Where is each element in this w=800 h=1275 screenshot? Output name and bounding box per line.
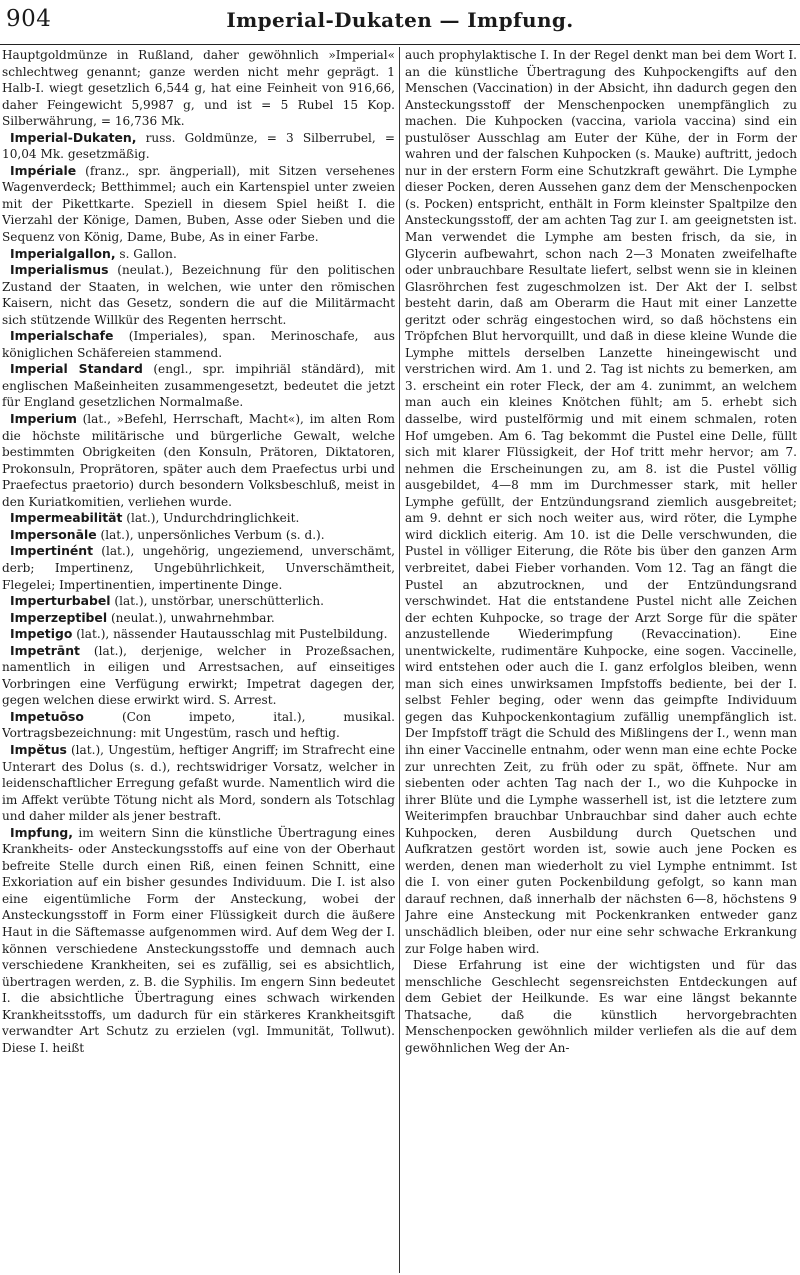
dictionary-entry: [2, 626, 395, 643]
entry-text: (lat.), ungehörig, ungeziemend, unverschämt, derb; Impertinenz, Ungebührlichkeit, Unverschämtheit, Flegelei; Impertinentien, impertinente Dinge.: [2, 544, 395, 592]
entry-text: (franz., spr. ängperiall), mit Sitzen versehenes Wagenverdeck; Betthimmel; auch ein Kartenspiel unter zweien mit der Pikettkarte. Speziell in diesem Spiel heißt I. die Vierzahl der Könige, Damen, Buben, Asse oder Sieben und die Sequenz von König, Dame, Bube, As in einer Farbe.: [2, 163, 395, 245]
entry-headword: Imperzeptibel: [10, 609, 108, 625]
dictionary-entry: [2, 610, 395, 627]
entry-text: (lat., »Befehl, Herrschaft, Macht«), im alten Rom die höchste militärische und bürgerliche Gewalt, welche bestimmten Obrigkeiten (den Konsuln, Prätoren, Diktatoren, Prokonsuln, Proprätoren, später auch dem Praefectus urbi und Praefectus praetorio) durch besondern Volksbeschluß, meist in den Kuriatkomitien, verliehen wurde.: [2, 412, 395, 509]
entry-text: (lat.), unstörbar, unerschütterlich.: [114, 594, 324, 609]
entry-text: (neulat.), unwahrnehmbar.: [110, 610, 275, 625]
entry-headword: Imperial Standard: [10, 361, 143, 377]
running-title: Imperial-Dukaten — Impfung.: [226, 8, 574, 32]
entry-text: Diese Erfahrung ist eine der wichtigsten und für das menschliche Geschlecht segensreichsten Entdeckungen auf dem Gebiet der Heilkunde. Es war eine längst bekannte Thatsache, daß die künstlich hervorgebrachten Menschenpocken gewöhnlich milder verliefen als die auf dem gewöhnlichen Weg der An-: [405, 958, 797, 1055]
dictionary-entry: [405, 957, 797, 1056]
entry-headword: Impériale: [10, 162, 77, 178]
entry-headword: Impetigo: [10, 626, 73, 642]
entry-headword: Impetrānt: [10, 642, 80, 658]
dictionary-entry: [2, 742, 395, 825]
entry-text: (engl., spr. impihriäl ständärd), mit englischen Maßeinheiten zusammengesetzt, bedeutet die jetzt für England gesetzlichen Normalmaße.: [2, 362, 395, 410]
entry-text: s. Gallon.: [119, 246, 177, 261]
entry-text: (Imperiales), span. Merinoschafe, aus königlichen Schäfereien stammend.: [2, 329, 395, 360]
dictionary-entry: [2, 361, 395, 411]
entry-headword: Impertinént: [10, 543, 94, 559]
dictionary-entry: [2, 527, 395, 544]
entry-text: russ. Goldmünze, = 3 Silberrubel, = 10,04 Mk. gesetzmäßig.: [2, 130, 395, 162]
dictionary-entry: [2, 543, 395, 593]
dictionary-entry: [2, 246, 395, 263]
entry-text: (lat.), Undurchdringlichkeit.: [126, 511, 300, 526]
page-number: 904: [6, 6, 52, 32]
entry-text: im weitern Sinn die künstliche Übertragung eines Krankheits- oder Ansteckungsstoffs auf eine von der Oberhaut befreite Stelle durch einen Riß, einen feinen Schnitt, eine Exkoriation auf ein bisher gesundes Individuum. Die I. ist also eine eigentümliche Form der Ansteckung, wobei der Ansteckungsstoff in Form einer Flüssigkeit durch die äußere Haut in die Säftemasse aufgenommen wird. Auf dem Weg der I. können verschiedene Ansteckungsstoffe und demnach auch verschiedene Krankheiten, sei es zufällig, sei es absichtlich, übertragen werden, z. B. die Syphilis. Im engern Sinn bedeutet I. die absichtliche Übertragung eines schwach wirkenden Krankheitsstoffs, um dadurch für ein stärkeres Krankheitsgift verwandter Art Schutz zu erzielen (vgl. Immunität, Tollwut). Diese I. heißt: [2, 825, 395, 1055]
dictionary-entry: [405, 47, 797, 957]
entry-headword: Impfung,: [10, 824, 73, 840]
entry-text: (neulat.), Bezeichnung für den politischen Zustand der Staaten, in welchen, wie unter den römischen Kaisern, nicht das Gesetz, sondern die auf die Militärmacht sich stützende Willkür des Regenten herrscht.: [2, 263, 395, 327]
right-column: [405, 47, 797, 1275]
dictionary-entry: [2, 262, 395, 328]
entry-headword: Impermeabilität: [10, 510, 123, 526]
left-column: [2, 47, 395, 1275]
dictionary-entry: [2, 47, 395, 130]
entry-headword: Impetuōso: [10, 708, 84, 724]
entry-text: (lat.), Ungestüm, heftiger Angriff; im Strafrecht eine Unterart des Dolus (s. d.), rechtswidriger Vorsatz, welcher in leidenschaftlicher Erregung gefaßt wurde. Namentlich wird die im Affekt verübte Tötung nicht als Mord, sondern als Totschlag und daher milder als jener bestraft.: [2, 742, 395, 824]
dictionary-entry: [2, 825, 395, 1057]
entry-text: auch prophylaktische I. In der Regel denkt man bei dem Wort I. an die künstliche Übertragung des Kuhpockengifts auf den Menschen (Vaccination) in der Absicht, ihn dadurch gegen den Ansteckungsstoff der Menschenpocken unempfänglich zu machen. Die Kuhpocken (vaccina, variola vaccina) sind ein pustulöser Ausschlag am Euter der Kühe, der in Form der wahren und der falschen Kuhpocken (s. Mauke) auftritt, jedoch nur in der erstern Form eine Schutzkraft gewährt. Die Lymphe dieser Pocken, deren Aussehen ganz dem der Menschenpocken (s. Pocken) entspricht, enthält in Form kleinster Spaltpilze den Ansteckungsstoff, der am achten Tag zur I. am geeignetsten ist. Man verwendet die Lymphe am besten frisch, da sie, in Glycerin aufbewahrt, schon nach 2—3 Monaten zweifelhafte oder unbrauchbare Resultate liefert, selbst wenn sie in kleinen Glasröhrchen fest zugeschmolzen ist. Der Akt der I. selbst besteht darin, daß am Oberarm die Haut mit einer Lanzette geritzt oder schräg eingestochen wird, so daß höchstens ein Tröpfchen Blut hervorquillt, und daß in diese kleine Wunde die Lymphe mittels derselben Lanzette hineingewischt und verstrichen wird. Am 1. und 2. Tag ist nichts zu bemerken, am 3. erscheint ein roter Fleck, der am 4. zunimmt, an welchem man auch ein kleines Knötchen fühlt; am 5. erhebt sich dasselbe, wird pustelförmig und mit einem schmalen, roten Hof umgeben. Am 6. Tag bekommt die Pustel eine Delle, füllt sich mit klarer Flüssigkeit, der Hof tritt mehr hervor; am 7. nehmen die Erscheinungen zu, am 8. ist die Pustel völlig ausgebildet, 4—8 mm im Durchmesser stark, mit heller Lymphe gefüllt, der Entzündungsrand ziemlich ausgebreitet; am 9. dehnt er sich noch weiter aus, wird röter, die Lymphe wird dicklich eiterig. Am 10. ist die Delle verschwunden, die Pustel in völliger Eiterung, die Röte bis über den ganzen Arm verbreitet, dabei Fieber vorhanden. Vom 12. Tag an fängt die Pustel an abzutrocknen, und der Entzündungsrand verschwindet. Hat die entstandene Pustel nicht alle Zeichen der echten Kuhpocke, so trage der Arzt Sorge für die später anzustellende Wiederimpfung (Revaccination). Eine unentwickelte, rudimentäre Kuhpocke, eine sogen. Vaccinelle, wird entstehen oder auch die I. ganz erfolglos bleiben, wenn man sich eines unwirksamen Impfstoffs bediente, bei der I. selbst Fehler beging, oder wenn das geimpfte Individuum gegen das Kuhpockenkontagium zufällig unempfänglich ist. Der Impfstoff trägt die Schuld des Mißlingens der I., wenn man ihn einer Vaccinelle entnahm, oder wenn man eine echte Pocke zur unrechten Zeit, zu früh oder zu spät, öffnete. Nur am siebenten oder achten Tag nach der I., wo die Kuhpocke in ihrer Blüte und die Lymphe wasserhell ist, ist die letztere zum Weiterimpfen brauchbar Unbrauchbar sind daher auch echte Kuhpocken, deren Ausbildung durch Quetschen und Aufkratzen gestört worden ist, sowie auch jene Pocken es werden, denen man wiederholt zu viel Lymphe entnimmt. Ist die I. von einer guten Pockenbildung gefolgt, so kann man darauf rechnen, daß innerhalb der nächsten 6—8, höchstens 9 Jahre eine Ansteckung mit Pockenkranken entweder ganz unschädlich bleiben, oder nur eine sehr schwache Erkrankung zur Folge haben wird.: [405, 48, 797, 956]
entry-headword: Imperturbabel: [10, 593, 111, 609]
dictionary-entry: [2, 163, 395, 246]
dictionary-entry: [2, 328, 395, 361]
entry-headword: Imperialismus: [10, 262, 109, 278]
dictionary-entry: [2, 643, 395, 709]
entry-text: (lat.), unpersönliches Verbum (s. d.).: [100, 527, 325, 542]
entry-text: (lat.), nässender Hautausschlag mit Pustelbildung.: [76, 627, 388, 642]
entry-headword: Impĕtus: [10, 741, 67, 757]
entry-headword: Imperialschafe: [10, 328, 114, 344]
entry-text: Hauptgoldmünze in Rußland, daher gewöhnlich »Imperial« schlechtweg genannt; ganze werden nicht mehr geprägt. 1 Halb-I. wiegt gesetzlich 6,544 g, hat eine Feinheit von 916,66, daher Feingewicht 5,9987 g, und ist = 5 Rubel 15 Kop. Silberwährung, = 16,736 Mk.: [2, 48, 395, 129]
entry-text: (lat.), derjenige, welcher in Prozeßsachen, namentlich in eiligen und Arrestsachen, auf einseitiges Vorbringen eine Verfügung erwirkt; Impetrat dagegen der, gegen welchen diese erwirkt wird. S. Arrest.: [2, 643, 395, 708]
column-divider: [399, 47, 400, 1273]
dictionary-entry: [2, 130, 395, 163]
dictionary-entry: [2, 709, 395, 742]
entry-text: (Con impeto, ital.), musikal. Vortragsbezeichnung: mit Ungestüm, rasch und heftig.: [2, 709, 395, 741]
page-header: [0, 0, 800, 45]
entry-headword: Imperialgallon,: [10, 245, 116, 261]
dictionary-entry: [2, 411, 395, 510]
dictionary-entry: [2, 510, 395, 527]
dictionary-entry: [2, 593, 395, 610]
entry-headword: Impersonāle: [10, 526, 97, 542]
entry-headword: Imperium: [10, 411, 77, 427]
entry-headword: Imperial-Dukaten,: [10, 129, 137, 145]
